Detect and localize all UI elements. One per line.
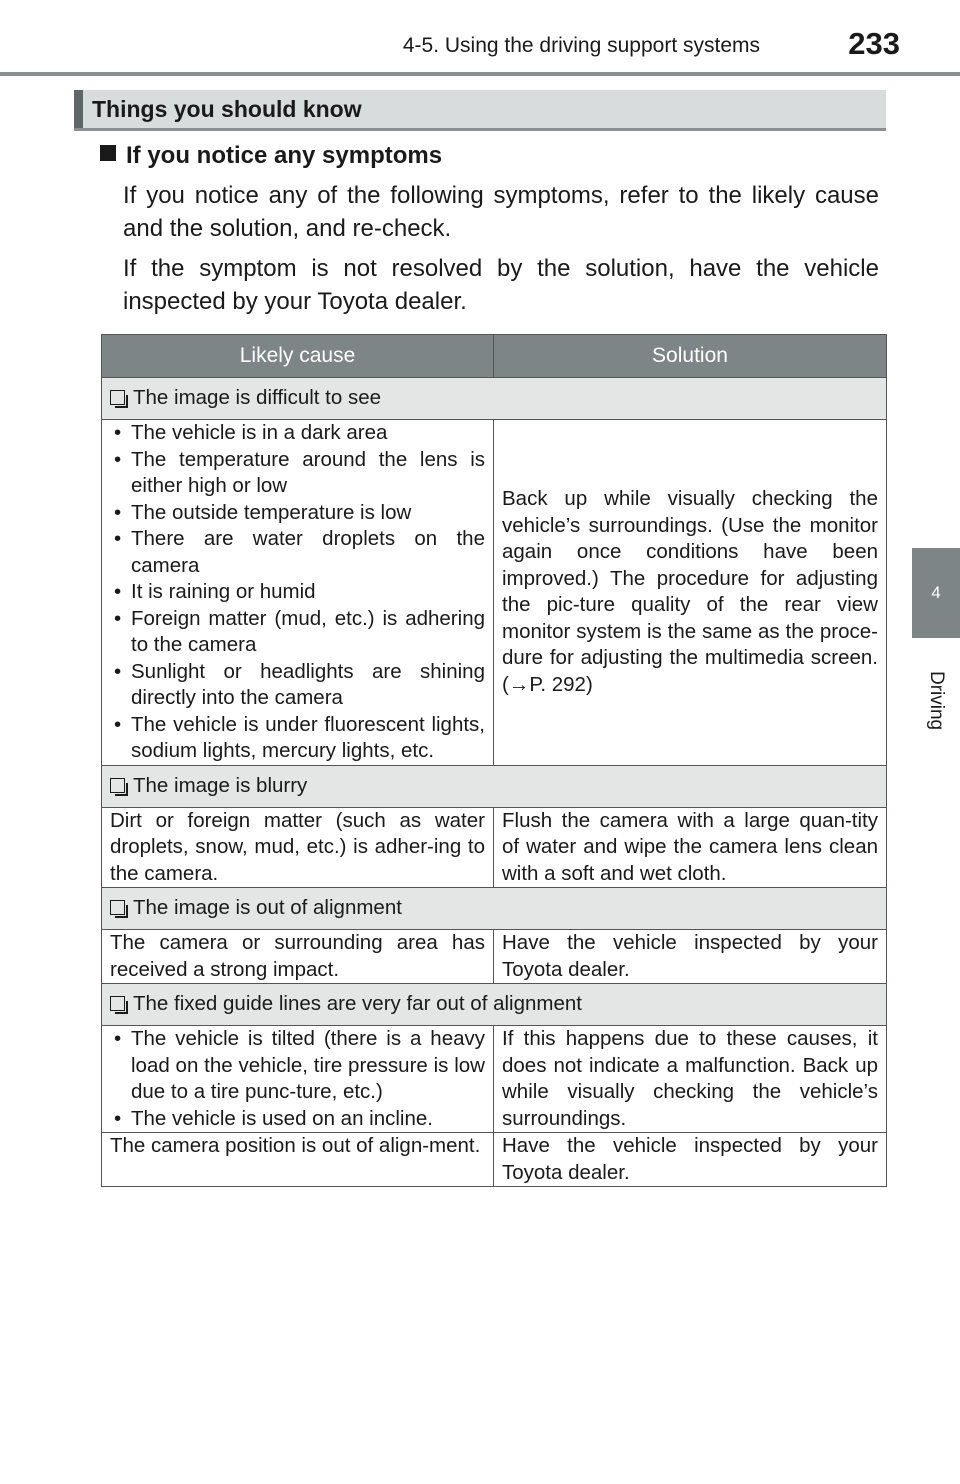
running-header-title: 4-5. Using the driving support systems <box>402 34 760 57</box>
cause-cell: Dirt or foreign matter (such as water droplets, snow, mud, etc.) is adher-ing to the camera. <box>102 807 494 888</box>
list-item: • Sunlight or headlights are shining directly into the camera <box>110 659 485 712</box>
section-title: Things you should know <box>92 96 362 122</box>
list-item: • The temperature around the lens is either high or low <box>110 447 485 500</box>
column-header-cause: Likely cause <box>102 335 494 378</box>
column-header-solution: Solution <box>494 335 887 378</box>
checkbox-icon <box>110 900 125 915</box>
cause-cell <box>102 1026 494 1133</box>
solution-cell: If this happens due to these causes, it does not indicate a malfunction. Back up while visually checking the vehicle’s surroundings. <box>494 1026 887 1133</box>
header-divider <box>0 72 960 76</box>
solution-cell: Have the vehicle inspected by your Toyota dealer. <box>494 1133 887 1187</box>
table-row <box>102 807 887 888</box>
cause-list <box>110 420 485 765</box>
list-item: • The vehicle is tilted (there is a heavy load on the vehicle, tire pressure is low due to a tire punc-ture, etc.) <box>110 1026 485 1106</box>
chapter-tab-number: 4 <box>912 548 960 638</box>
square-bullet-icon <box>100 145 116 161</box>
symptom-cell: The fixed guide lines are very far out of alignment <box>102 984 887 1026</box>
cause-cell <box>102 420 494 766</box>
chapter-tab-label: Driving <box>926 671 947 731</box>
checkbox-icon <box>110 996 125 1011</box>
symptom-row <box>102 765 887 807</box>
list-item: • The vehicle is under fluorescent lights, sodium lights, mercury lights, etc. <box>110 712 485 765</box>
table-row <box>102 420 887 766</box>
intro-paragraph: If you notice any of the following symptoms, refer to the likely cause and the solution, and re-check. <box>123 182 879 242</box>
list-item: • The vehicle is in a dark area <box>110 420 485 447</box>
solution-cell: Have the vehicle inspected by your Toyota dealer. <box>494 930 887 984</box>
symptom-cell: The image is difficult to see <box>102 378 887 420</box>
table-row <box>102 930 887 984</box>
symptom-table <box>101 334 887 1187</box>
section-heading-bar <box>74 90 886 131</box>
cause-cell: The camera or surrounding area has received a strong impact. <box>102 930 494 984</box>
table-row <box>102 1026 887 1133</box>
solution-cell: Back up while visually checking the vehicle’s surroundings. (Use the monitor again once conditions have been improved.) The procedure for adjusting the pic-ture quality of the rear view monitor system is the same as the proce-dure for adjusting the multimedia screen. (→P. 292) <box>494 420 887 766</box>
checkbox-icon <box>110 390 125 405</box>
list-item: • It is raining or humid <box>110 579 485 606</box>
list-item: • There are water droplets on the camera <box>110 526 485 579</box>
list-item: • The outside temperature is low <box>110 500 485 527</box>
symptom-row <box>102 984 887 1026</box>
cause-cell: The camera position is out of align-ment. <box>102 1133 494 1187</box>
subsection-title: If you notice any symptoms <box>126 142 443 169</box>
symptom-cell: The image is blurry <box>102 765 887 807</box>
symptom-cell: The image is out of alignment <box>102 888 887 930</box>
section-accent <box>74 90 83 128</box>
subsection-heading <box>100 142 442 170</box>
symptom-row <box>102 378 887 420</box>
page-number: 233 <box>848 26 900 61</box>
list-item: • Foreign matter (mud, etc.) is adhering to the camera <box>110 606 485 659</box>
table-header-row <box>102 335 887 378</box>
list-item: • The vehicle is used on an incline. <box>110 1106 485 1133</box>
table-row <box>102 1133 887 1187</box>
checkbox-icon <box>110 778 125 793</box>
cause-list <box>110 1026 485 1132</box>
dealer-paragraph: If the symptom is not resolved by the solution, have the vehicle inspected by your Toyota dealer. <box>123 255 879 315</box>
solution-cell: Flush the camera with a large quan-tity of water and wipe the camera lens clean with a soft and wet cloth. <box>494 807 887 888</box>
symptom-row <box>102 888 887 930</box>
